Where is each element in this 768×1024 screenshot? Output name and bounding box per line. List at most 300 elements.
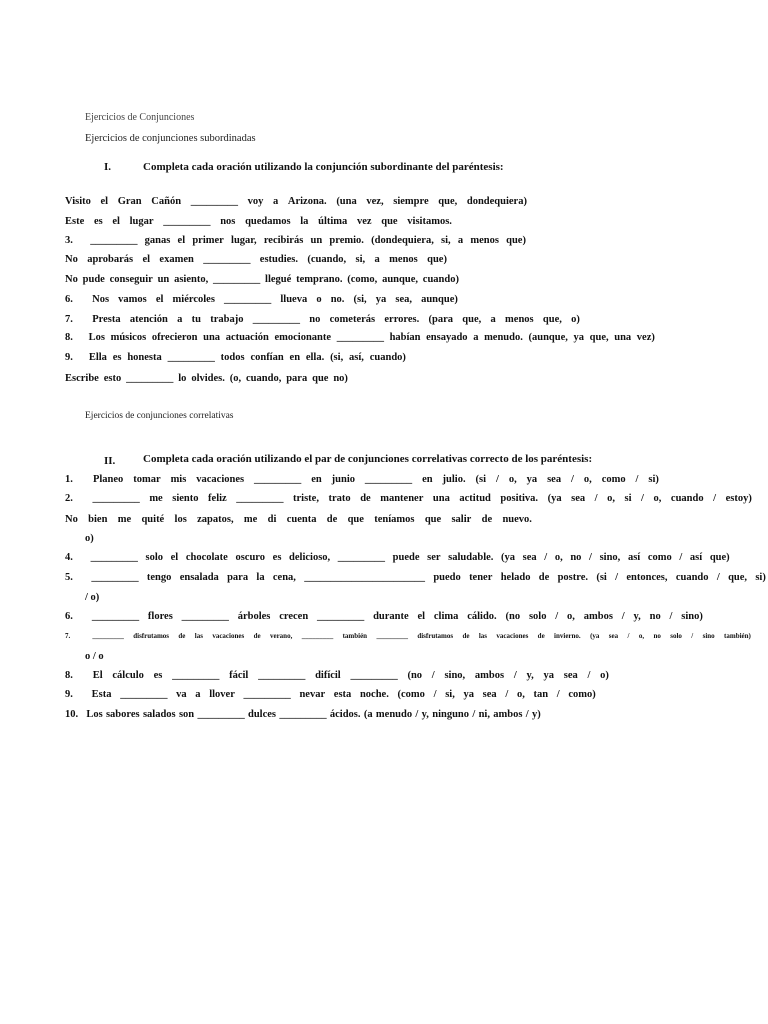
word: a xyxy=(473,332,479,343)
word: sino, xyxy=(444,670,466,681)
word: (no xyxy=(407,670,423,681)
word: en xyxy=(289,352,301,363)
word: quité xyxy=(141,514,165,525)
word: Cañón xyxy=(151,196,182,207)
word: es xyxy=(272,552,282,563)
word: estudies. xyxy=(259,254,299,265)
word: solo xyxy=(528,611,547,622)
word: sea, xyxy=(395,294,412,305)
word: _________ xyxy=(92,493,140,504)
word: me xyxy=(243,514,258,525)
word: Este xyxy=(65,216,85,227)
word: a xyxy=(374,254,380,265)
exercise-number: 9. xyxy=(65,352,73,363)
word: ambos xyxy=(474,670,505,681)
word: / xyxy=(571,474,574,485)
word: / xyxy=(679,552,683,563)
word: las xyxy=(478,632,488,640)
word: _________ xyxy=(236,493,284,504)
word: disfrutamos xyxy=(417,632,454,640)
word: / xyxy=(433,689,437,700)
word: actuación xyxy=(225,332,269,343)
word: llueva xyxy=(280,294,308,305)
word: junio xyxy=(331,474,355,485)
word: tener xyxy=(469,572,493,583)
word: nos xyxy=(220,216,236,227)
word: / xyxy=(589,552,592,563)
word: habían xyxy=(389,332,421,343)
word: cuando xyxy=(675,572,709,583)
word: fácil xyxy=(229,670,249,681)
word: sea xyxy=(522,552,537,563)
word: o, xyxy=(607,493,615,504)
word: siento xyxy=(172,493,199,504)
word: / xyxy=(555,611,559,622)
word: y) xyxy=(532,709,541,720)
word: _________ xyxy=(197,709,245,720)
word: / xyxy=(594,493,598,504)
word: menudo. xyxy=(484,332,523,343)
word: examen xyxy=(159,254,194,265)
word: (cuando, xyxy=(307,254,347,265)
word: / xyxy=(713,493,717,504)
word: No xyxy=(65,274,78,285)
word: el xyxy=(142,254,151,265)
word: cometerás xyxy=(329,314,376,325)
exercise-line xyxy=(65,373,348,384)
word: a xyxy=(195,689,201,700)
word: trabajo xyxy=(210,314,244,325)
word: / xyxy=(716,572,720,583)
word: vez xyxy=(356,216,372,227)
word: / xyxy=(525,709,529,720)
word: ganas xyxy=(144,235,171,246)
word: dulces xyxy=(248,709,277,720)
word: que) xyxy=(506,235,526,246)
word: el xyxy=(112,216,120,227)
word: o) xyxy=(571,314,580,325)
exercise-line xyxy=(65,216,452,227)
word: tu xyxy=(191,314,201,325)
word: también xyxy=(342,632,368,640)
word: verano, xyxy=(269,632,293,640)
word: es xyxy=(93,216,103,227)
section-instruction-2: Completa cada oración utilizando el par de conjunciones correlativas correcto de los paréntesis: xyxy=(143,453,593,465)
word: / xyxy=(495,474,499,485)
word: _________ xyxy=(350,670,398,681)
word: (si xyxy=(475,474,487,485)
word: confían xyxy=(250,352,284,363)
word: si, xyxy=(445,689,455,700)
word: o, xyxy=(567,611,575,622)
word: _________ xyxy=(90,235,138,246)
word: músicos xyxy=(110,332,147,343)
word: no xyxy=(653,632,661,640)
word: Los xyxy=(86,709,103,720)
word: me xyxy=(149,493,163,504)
word: o, xyxy=(653,493,662,504)
word: / xyxy=(621,611,625,622)
word: que, xyxy=(589,332,609,343)
word: ya xyxy=(375,294,387,305)
word: que, xyxy=(462,314,482,325)
word: oscuro xyxy=(235,552,266,563)
exercise-line xyxy=(65,352,406,363)
word: o, xyxy=(583,474,592,485)
word: que, xyxy=(542,314,562,325)
word: llover xyxy=(209,689,235,700)
word: / xyxy=(513,670,517,681)
word: para xyxy=(227,572,249,583)
word: y, xyxy=(421,709,429,720)
exercise-line xyxy=(65,689,596,700)
exercise-number: 8. xyxy=(65,670,73,681)
word: aprobarás xyxy=(87,254,134,265)
word: _________ xyxy=(337,552,386,563)
word: ofrecieron xyxy=(151,332,198,343)
word: llegué xyxy=(265,274,292,285)
word: entonces, xyxy=(626,572,668,583)
word: / xyxy=(431,670,435,681)
word: (si, xyxy=(353,294,367,305)
exercise-number: 8. xyxy=(65,332,73,343)
word: emocionante xyxy=(274,332,332,343)
word: vacaciones xyxy=(496,632,529,640)
word: voy xyxy=(247,196,264,207)
word: cálido. xyxy=(467,611,497,622)
word: o, xyxy=(508,474,517,485)
word: (aunque, xyxy=(528,332,568,343)
word: Nos xyxy=(92,294,110,305)
word: teníamos xyxy=(374,514,415,525)
word: de xyxy=(481,514,493,525)
word: mis xyxy=(170,474,187,485)
word: como xyxy=(647,552,672,563)
word: y, xyxy=(633,611,641,622)
word: de xyxy=(538,572,550,583)
word: es xyxy=(112,352,122,363)
exercise-number: 9. xyxy=(65,689,73,700)
word: cuando) xyxy=(422,274,459,285)
section-instruction-1: Completa cada oración utilizando la conjunción subordinante del paréntesis: xyxy=(143,161,504,173)
word: dondequiera) xyxy=(466,196,527,207)
document-title: Ejercicios de Conjunciones xyxy=(85,112,195,123)
word: disfrutamos xyxy=(133,632,170,640)
section-numeral-1: I. xyxy=(104,161,112,173)
word: el xyxy=(155,294,164,305)
word: premio. xyxy=(329,235,364,246)
word: todos xyxy=(220,352,245,363)
word: a xyxy=(490,314,496,325)
section-title-subordinadas: Ejercicios de conjunciones subordinadas xyxy=(85,133,256,144)
word: puedo xyxy=(433,572,461,583)
word: o, xyxy=(638,632,645,640)
word: crecen xyxy=(279,611,309,622)
exercise-line xyxy=(65,474,659,485)
word: un xyxy=(157,274,170,285)
exercise-line xyxy=(65,294,458,305)
word: recibirás xyxy=(263,235,304,246)
word: ella. xyxy=(305,352,325,363)
word: cuando) xyxy=(369,352,406,363)
word: que xyxy=(312,373,329,384)
word: _________ xyxy=(279,709,327,720)
word: la xyxy=(300,216,309,227)
word: Visito xyxy=(65,196,91,207)
word: una xyxy=(203,332,221,343)
word: / xyxy=(691,632,694,640)
word: sea xyxy=(482,689,497,700)
word: un xyxy=(310,235,323,246)
word: (o, xyxy=(229,373,242,384)
word: tengo xyxy=(146,572,172,583)
word: noche. xyxy=(359,689,389,700)
exercise-line xyxy=(65,254,447,265)
word: ambos xyxy=(493,709,523,720)
word: salados xyxy=(142,709,176,720)
word: sino, xyxy=(599,552,621,563)
word: que) xyxy=(709,552,730,563)
word: sea xyxy=(547,474,562,485)
word: (a xyxy=(363,709,373,720)
word: que, xyxy=(438,196,458,207)
exercise-line xyxy=(65,514,532,525)
word: (no xyxy=(505,611,521,622)
exercise-continuation: o / o xyxy=(85,651,104,662)
exercise-number: 10. xyxy=(65,709,79,720)
word: ensayado xyxy=(426,332,468,343)
word: / xyxy=(641,493,644,504)
word: que xyxy=(381,216,398,227)
exercise-number: 4. xyxy=(65,552,73,563)
exercise-line xyxy=(65,611,703,622)
word: trato xyxy=(328,493,351,504)
word: Presta xyxy=(92,314,121,325)
word: olvides. xyxy=(191,373,225,384)
word: difícil xyxy=(315,670,341,681)
word: el xyxy=(100,196,109,207)
word: una xyxy=(614,332,632,343)
word: cena, xyxy=(272,572,296,583)
word: / xyxy=(505,689,509,700)
word: saludable. xyxy=(448,552,494,563)
word: estoy) xyxy=(725,493,752,504)
section-numeral-2: II. xyxy=(104,455,116,467)
word: vacaciones xyxy=(212,632,245,640)
word: _________ xyxy=(258,670,306,681)
word: son xyxy=(178,709,195,720)
word: temprano. xyxy=(296,274,343,285)
word: _________ xyxy=(91,572,139,583)
word: vamos xyxy=(118,294,147,305)
word: el xyxy=(170,552,179,563)
exercise-line xyxy=(65,572,766,583)
word: vez, xyxy=(366,196,384,207)
word: _________ xyxy=(316,611,365,622)
word: así, xyxy=(349,352,364,363)
word: si) xyxy=(648,474,659,485)
word: el xyxy=(177,235,186,246)
word: tan xyxy=(533,689,549,700)
word: que xyxy=(347,514,364,525)
word: una xyxy=(432,493,450,504)
word: solo xyxy=(145,552,164,563)
word: ácidos. xyxy=(329,709,361,720)
word: (si, xyxy=(330,352,344,363)
word: árboles xyxy=(237,611,271,622)
word: o xyxy=(316,294,322,305)
word: también) xyxy=(724,632,751,640)
word: es xyxy=(153,670,163,681)
word: el xyxy=(417,611,426,622)
word: ya xyxy=(463,689,474,700)
word: _________ xyxy=(92,632,124,640)
word: las xyxy=(194,632,203,640)
exercise-line xyxy=(65,493,752,504)
word: esto xyxy=(103,373,122,384)
word: así xyxy=(689,552,703,563)
exercise-number: 5. xyxy=(65,572,73,583)
exercise-line xyxy=(65,632,751,640)
word: _______________________ xyxy=(304,572,425,583)
word: como) xyxy=(568,689,596,700)
word: lugar, xyxy=(231,235,257,246)
word: / xyxy=(615,572,619,583)
word: o, xyxy=(554,552,563,563)
exercise-line xyxy=(65,332,655,343)
word: puede xyxy=(392,552,420,563)
exercise-line xyxy=(65,709,541,720)
word: lo xyxy=(178,373,187,384)
word: de xyxy=(326,514,338,525)
word: cuenta xyxy=(286,514,317,525)
word: No xyxy=(65,514,78,525)
word: que, xyxy=(728,572,748,583)
word: conseguir xyxy=(109,274,153,285)
word: me xyxy=(117,514,132,525)
word: _________ xyxy=(181,611,229,622)
word: _________ xyxy=(90,552,138,563)
word: Escribe xyxy=(65,373,99,384)
word: / xyxy=(627,632,630,640)
word: (ya xyxy=(547,493,562,504)
exercise-number: 6. xyxy=(65,611,73,622)
word: de xyxy=(178,632,186,640)
word: sino xyxy=(702,632,715,640)
exercise-line xyxy=(65,552,730,563)
word: _________ xyxy=(254,474,302,485)
word: quedamos xyxy=(245,216,291,227)
word: (si xyxy=(596,572,607,583)
exercise-continuation: / o) xyxy=(85,592,100,603)
exercise-number: 7. xyxy=(65,314,73,325)
exercise-number: 3. xyxy=(65,235,73,246)
word: salir xyxy=(451,514,472,525)
word: sea xyxy=(608,632,619,640)
word: atención xyxy=(129,314,168,325)
exercise-number: 7. xyxy=(65,632,71,640)
word: los xyxy=(174,514,187,525)
word: di xyxy=(267,514,277,525)
word: no xyxy=(570,552,582,563)
word: errores. xyxy=(384,314,420,325)
word: a xyxy=(272,196,279,207)
word: Ella xyxy=(88,352,107,363)
word: Planeo xyxy=(92,474,124,485)
word: y, xyxy=(526,670,534,681)
word: delicioso, xyxy=(289,552,331,563)
word: nuevo. xyxy=(502,514,532,525)
word: si) xyxy=(755,572,766,583)
exercise-line xyxy=(65,196,527,207)
word: así xyxy=(627,552,641,563)
word: pude xyxy=(82,274,105,285)
word: la xyxy=(256,572,265,583)
word: _________ xyxy=(301,632,334,640)
word: a xyxy=(177,314,183,325)
word: (como, xyxy=(347,274,378,285)
word: No xyxy=(65,254,78,265)
word: para xyxy=(286,373,308,384)
word: ambos xyxy=(583,611,613,622)
word: Arizona. xyxy=(287,196,327,207)
word: sea xyxy=(563,670,578,681)
word: / xyxy=(544,552,548,563)
word: Gran xyxy=(117,196,142,207)
word: última xyxy=(318,216,348,227)
word: no xyxy=(309,314,321,325)
word: que) xyxy=(427,254,447,265)
exercise-number: 2. xyxy=(65,493,73,504)
exercise-line xyxy=(65,314,580,325)
word: ser xyxy=(427,552,441,563)
word: Los xyxy=(88,332,105,343)
word: actitud xyxy=(459,493,491,504)
word: _________ xyxy=(203,254,251,265)
word: sea xyxy=(571,493,586,504)
exercise-continuation: o) xyxy=(85,533,94,544)
word: no. xyxy=(330,294,345,305)
word: _________ xyxy=(172,670,220,681)
word: asiento, xyxy=(174,274,209,285)
word: que xyxy=(424,514,442,525)
word: _________ xyxy=(190,196,238,207)
word: El xyxy=(92,670,103,681)
word: chocolate xyxy=(185,552,228,563)
word: cuando xyxy=(670,493,704,504)
word: (para xyxy=(428,314,454,325)
word: (dondequiera, xyxy=(371,235,434,246)
word: _________ xyxy=(163,216,211,227)
word: _________ xyxy=(126,373,174,384)
word: _________ xyxy=(224,294,272,305)
word: ya xyxy=(543,670,554,681)
word: o) xyxy=(600,670,609,681)
word: (ya xyxy=(590,632,600,640)
word: / xyxy=(635,474,639,485)
word: miércoles xyxy=(172,294,215,305)
word: de xyxy=(360,493,371,504)
word: Esta xyxy=(91,689,112,700)
word: menudo xyxy=(375,709,413,720)
word: ninguno xyxy=(432,709,470,720)
word: _________ xyxy=(213,274,261,285)
word: (una xyxy=(336,196,357,207)
word: lugar xyxy=(129,216,154,227)
word: ni, xyxy=(478,709,490,720)
exercise-number: 6. xyxy=(65,294,73,305)
word: ya xyxy=(526,474,538,485)
